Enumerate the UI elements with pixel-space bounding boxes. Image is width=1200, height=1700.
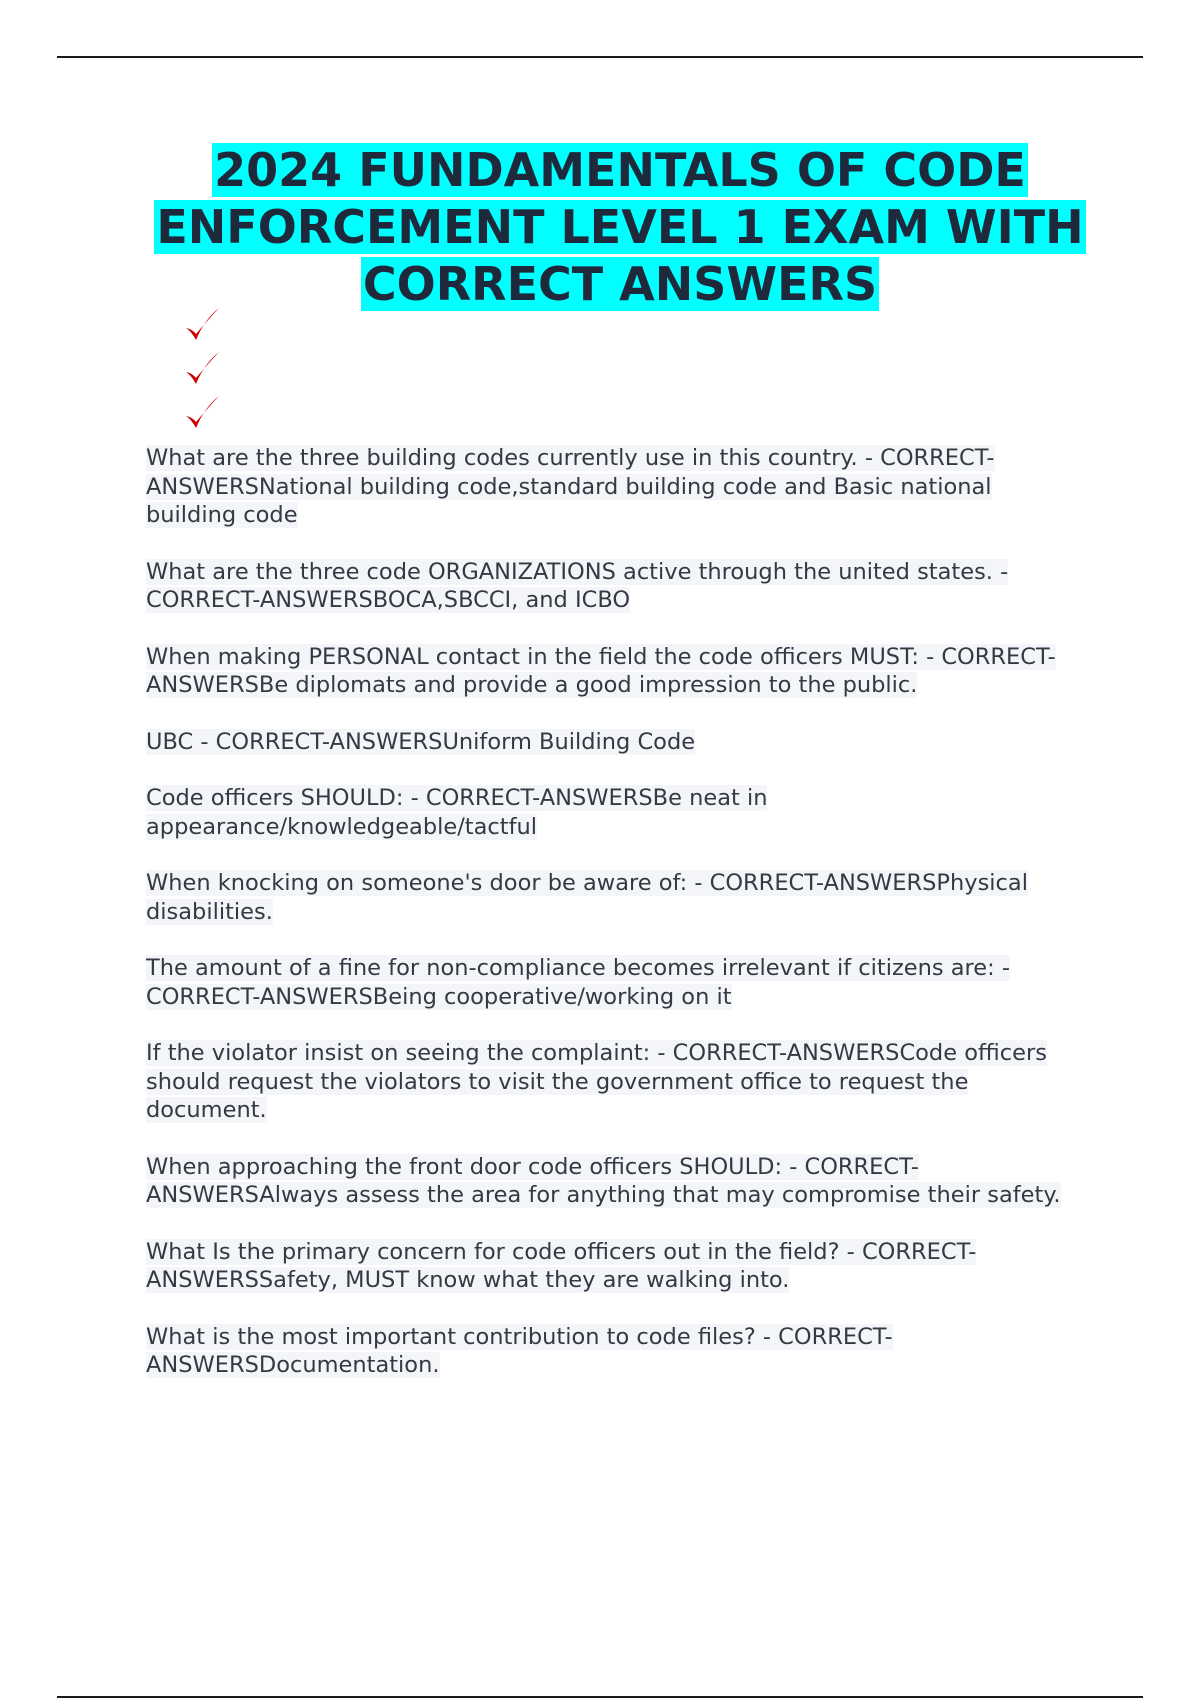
- qa-item: UBC - CORRECT-ANSWERSUniform Building Code: [146, 728, 696, 755]
- bottom-rule: [57, 1696, 1143, 1698]
- qa-item: What are the three code ORGANIZATIONS active through the united states. - CORRECT-ANSWERSBOCA,SBCCI, and ICBO: [146, 558, 1009, 613]
- document-title-text: 2024 FUNDAMENTALS OF CODE ENFORCEMENT LEVEL 1 EXAM WITH CORRECT ANSWERS: [156, 143, 1084, 311]
- qa-item: When making PERSONAL contact in the field the code officers MUST: - CORRECT-ANSWERSBe diplomats and provide a good impression to the public.: [146, 643, 1056, 698]
- document-title: [100, 142, 1140, 313]
- qa-item: What are the three building codes currently use in this country. - CORRECT-ANSWERSNational building code,standard building code and Basic national building code: [146, 445, 995, 528]
- checkmark-group: [182, 304, 232, 436]
- qa-item: The amount of a fine for non-compliance becomes irrelevant if citizens are: - CORRECT-ANSWERSBeing cooperative/working on it: [146, 955, 1010, 1010]
- checkmark-icon: [182, 348, 222, 392]
- qa-item: What Is the primary concern for code officers out in the field? - CORRECT-ANSWERSSafety, MUST know what they are walking into.: [146, 1238, 977, 1293]
- checkmark-icon: [182, 392, 222, 436]
- qa-item: What is the most important contribution to code files? - CORRECT-ANSWERSDocumentation.: [146, 1323, 893, 1378]
- qa-item: Code officers SHOULD: - CORRECT-ANSWERSBe neat in appearance/knowledgeable/tactful: [146, 785, 768, 840]
- qa-item: When knocking on someone's door be aware of: - CORRECT-ANSWERSPhysical disabilities.: [146, 870, 1028, 925]
- top-rule: [57, 56, 1143, 58]
- qa-item: If the violator insist on seeing the complaint: - CORRECT-ANSWERSCode officers should request the violators to visit the government office to request the document.: [146, 1040, 1047, 1123]
- checkmark-icon: [182, 304, 222, 348]
- question-answer-list: [146, 444, 1086, 1408]
- qa-item: When approaching the front door code officers SHOULD: - CORRECT-ANSWERSAlways assess the area for anything that may compromise their safety.: [146, 1153, 1061, 1208]
